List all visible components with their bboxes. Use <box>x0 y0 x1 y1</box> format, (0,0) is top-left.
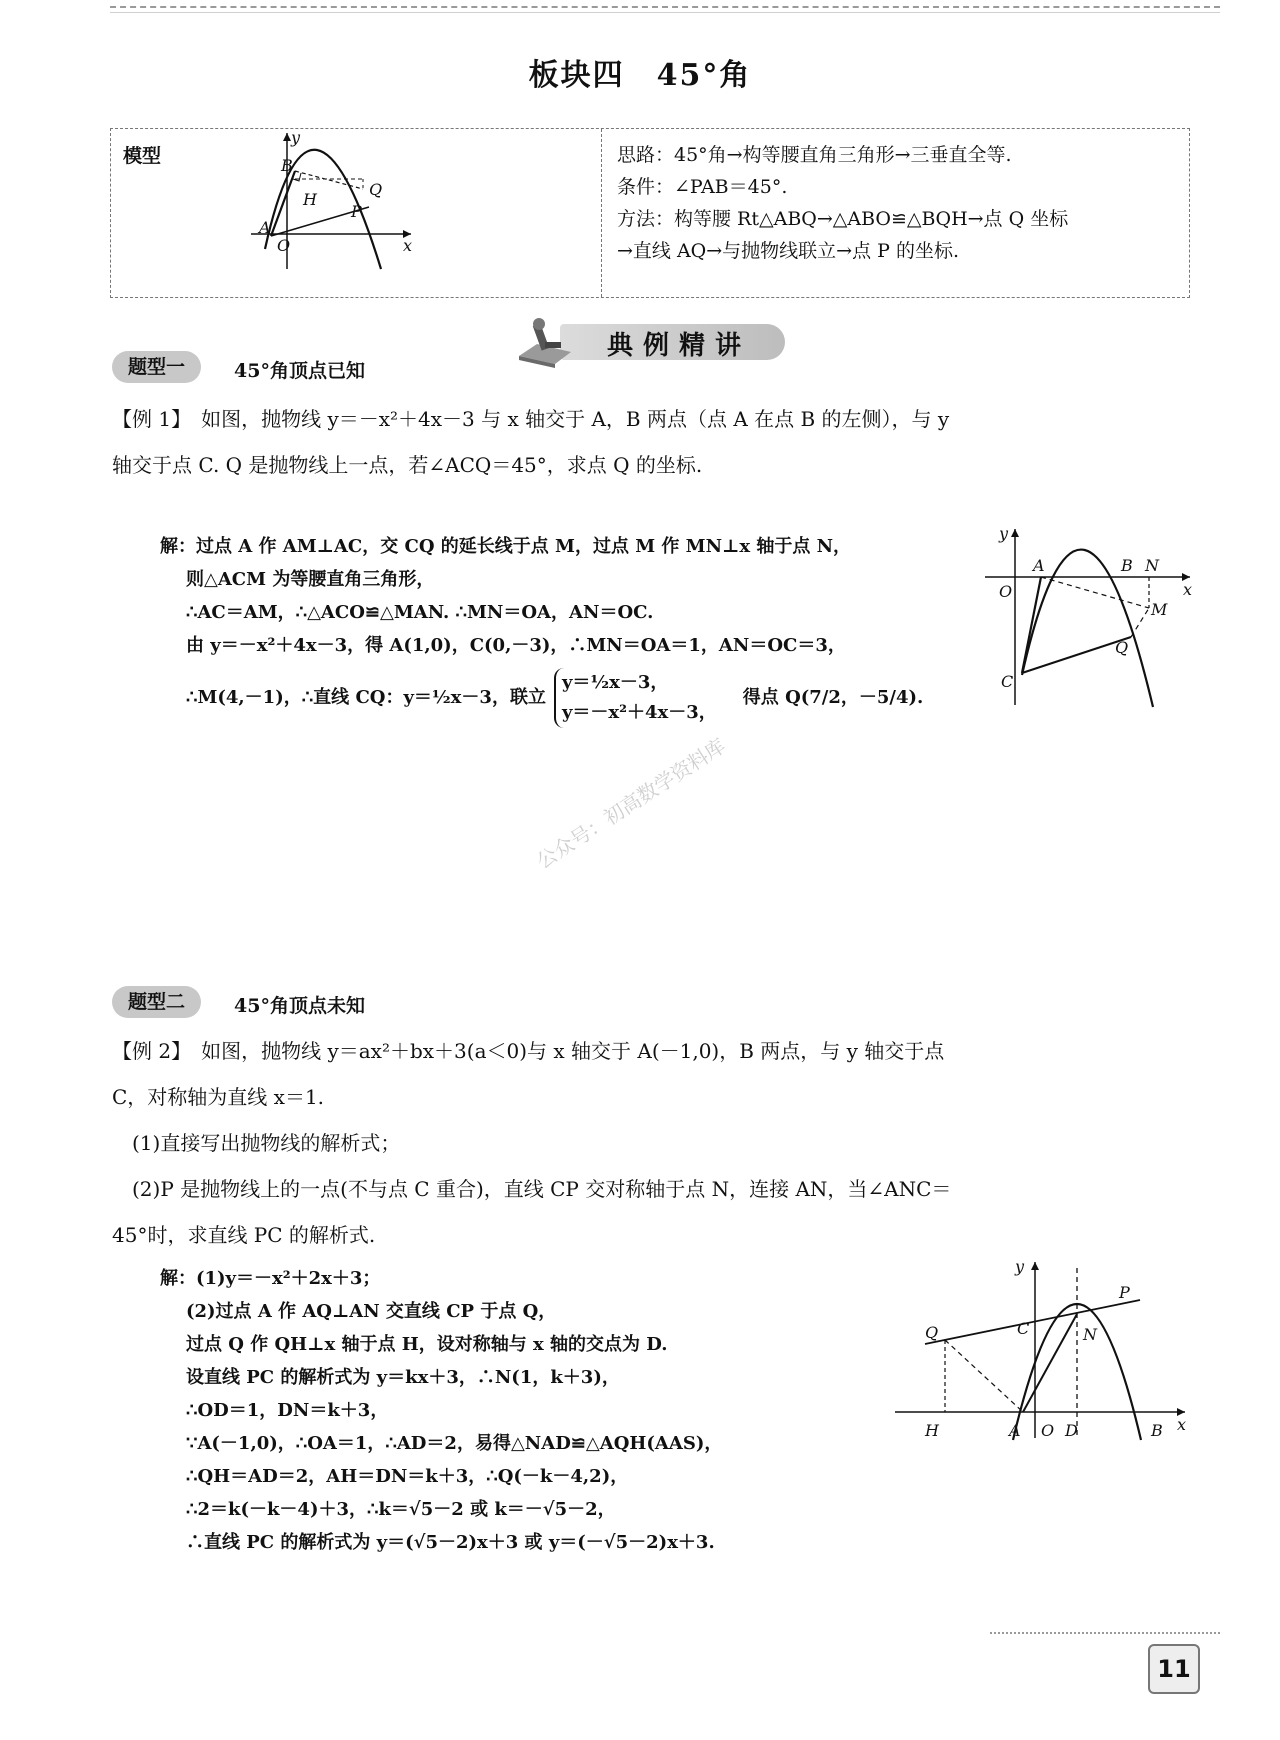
example2-line-5: 45°时，求直线 PC 的解析式. <box>112 1223 376 1247</box>
ex2-fig-label-D: D <box>1065 1421 1078 1440</box>
ex1-system-eq-1: y＝½x－3， <box>561 672 669 693</box>
example1-problem <box>112 396 1192 488</box>
example1-solution <box>160 530 923 728</box>
page-title: 板块四 45°角 <box>528 58 752 93</box>
ex1-system <box>554 668 717 728</box>
footer-rule <box>990 1632 1220 1634</box>
ex2-fig-label-A: A <box>1009 1421 1021 1440</box>
model-fig-label-A: A <box>259 218 271 237</box>
ex1-fig-label-Q: Q <box>1115 638 1129 657</box>
example1-line-1: 【例 1】 如图，抛物线 y＝－x²＋4x－3 与 x 轴交于 A，B 两点（点 A 在点 B 的左侧），与 y <box>112 407 950 431</box>
model-fig-label-x: x <box>403 236 413 255</box>
ex1-fig-label-O: O <box>999 582 1013 601</box>
ex1-sol-line-5-post: 得点 Q(7/2，－5/4). <box>742 687 924 708</box>
ex2-sol-line-1: 解：(1)y＝－x²＋2x＋3； <box>160 1268 381 1289</box>
ex2-fig-label-C: C <box>1017 1319 1030 1338</box>
ex2-fig-label-P: P <box>1119 1283 1130 1302</box>
ex1-fig-label-C: C <box>1001 672 1014 691</box>
type2-tag: 题型二 <box>112 986 201 1018</box>
ex1-fig-label-y: y <box>999 525 1009 543</box>
model-fig-label-B: B <box>281 156 293 175</box>
watermark: 公众号：初高数学资料库 <box>532 733 730 874</box>
header-rule-thin <box>110 12 1220 13</box>
ex1-fig-label-A: A <box>1033 556 1045 575</box>
ex1-sol-line-1: 解：过点 A 作 AM⊥AC，交 CQ 的延长线于点 M，过点 M 作 MN⊥x 轴于点 N， <box>160 536 852 557</box>
ex2-sol-line-9: ∴直线 PC 的解析式为 y＝(√5－2)x＋3 或 y＝(－√5－2)x＋3. <box>186 1532 715 1553</box>
model-line-2: 条件：∠PAB＝45°. <box>617 176 788 198</box>
model-fig-label-y: y <box>291 129 301 147</box>
ex2-sol-line-2: (2)过点 A 作 AQ⊥AN 交直线 CP 于点 Q， <box>186 1301 557 1322</box>
ex2-sol-line-5: ∴OD＝1，DN＝k＋3， <box>186 1400 389 1421</box>
model-line-1: 思路：45°角→构等腰直角三角形→三垂直全等. <box>617 144 1012 166</box>
example2-problem <box>112 1028 1202 1258</box>
example2-line-4: (2)P 是抛物线上的一点(不与点 C 重合)，直线 CP 交对称轴于点 N，连接 AN，当∠ANC＝ <box>112 1177 952 1201</box>
example2-line-3: (1)直接写出抛物线的解析式； <box>112 1131 401 1155</box>
ex2-fig-label-H: H <box>925 1421 939 1440</box>
model-fig-label-Q: Q <box>369 180 383 199</box>
ex1-system-eq-2: y＝－x²＋4x－3， <box>561 702 717 723</box>
ex1-fig-label-N: N <box>1145 556 1159 575</box>
model-line-4: →直线 AQ→与抛物线联立→点 P 的坐标. <box>617 240 960 262</box>
ex2-fig-label-Q: Q <box>925 1323 939 1342</box>
ex2-sol-line-4: 设直线 PC 的解析式为 y＝kx＋3，∴N(1，k＋3)， <box>186 1367 620 1388</box>
ex2-fig-label-y: y <box>1015 1258 1025 1276</box>
section-banner <box>515 312 790 368</box>
type2-desc: 45°角顶点未知 <box>234 995 365 1017</box>
example1-line-2: 轴交于点 C. Q 是抛物线上一点，若∠ACQ＝45°，求点 Q 的坐标. <box>112 453 703 477</box>
ex2-fig-label-x: x <box>1177 1415 1187 1434</box>
header-rule <box>110 6 1220 8</box>
model-label: 模型 <box>123 145 162 167</box>
ex1-sol-line-2: 则△ACM 为等腰直角三角形， <box>186 569 435 590</box>
microscope-icon <box>515 312 575 368</box>
type1-desc: 45°角顶点已知 <box>234 360 365 382</box>
model-fig-label-H: H <box>303 190 317 209</box>
example2-solution <box>160 1262 722 1559</box>
ex1-sol-line-3: ∴AC＝AM，∴△ACO≌△MAN. ∴MN＝OA，AN＝OC. <box>186 602 654 623</box>
ex2-sol-line-6: ∵A(－1,0)，∴OA＝1，∴AD＝2，易得△NAD≌△AQH(AAS)， <box>186 1433 723 1454</box>
example1-figure <box>985 525 1200 710</box>
ex1-sol-line-4: 由 y＝－x²＋4x－3，得 A(1,0)，C(0,－3)，∴MN＝OA＝1，AN＝OC＝3， <box>186 635 846 656</box>
ex1-sol-line-5-pre: ∴M(4,－1)，∴直线 CQ：y＝½x－3，联立 <box>186 687 546 708</box>
ex2-sol-line-8: ∴2＝k(－k－4)＋3，∴k＝√5－2 或 k＝－√5－2， <box>186 1499 616 1520</box>
model-fig-label-O: O <box>277 236 291 255</box>
example2-line-1: 【例 2】 如图，抛物线 y＝ax²＋bx＋3(a＜0)与 x 轴交于 A(－1,0)，B 两点，与 y 轴交于点 <box>112 1039 945 1063</box>
ex2-fig-label-N: N <box>1083 1325 1097 1344</box>
model-box <box>110 128 1190 298</box>
ex2-fig-label-B: B <box>1151 1421 1163 1440</box>
model-line-3: 方法：构等腰 Rt△ABQ→△ABO≌△BQH→点 Q 坐标 <box>617 208 1069 230</box>
model-divider <box>601 129 602 297</box>
banner-text: 典例精讲 <box>607 331 752 361</box>
example2-line-2: C，对称轴为直线 x＝1. <box>112 1085 325 1109</box>
model-figure <box>251 129 571 297</box>
ex2-fig-label-O: O <box>1041 1421 1055 1440</box>
ex2-sol-line-7: ∴QH＝AD＝2，AH＝DN＝k＋3，∴Q(－k－4,2)， <box>186 1466 629 1487</box>
ex1-fig-label-M: M <box>1151 600 1168 619</box>
model-fig-label-P: P <box>351 202 362 221</box>
ex2-sol-line-3: 过点 Q 作 QH⊥x 轴于点 H，设对称轴与 x 轴的交点为 D. <box>186 1334 668 1355</box>
model-text <box>617 139 1177 267</box>
example2-figure <box>895 1258 1195 1448</box>
type1-tag: 题型一 <box>112 351 201 383</box>
ex1-sol-line-5 <box>160 668 923 728</box>
ex1-fig-label-x: x <box>1183 580 1193 599</box>
page-number: 11 <box>1148 1644 1200 1694</box>
ex1-fig-label-B: B <box>1121 556 1133 575</box>
